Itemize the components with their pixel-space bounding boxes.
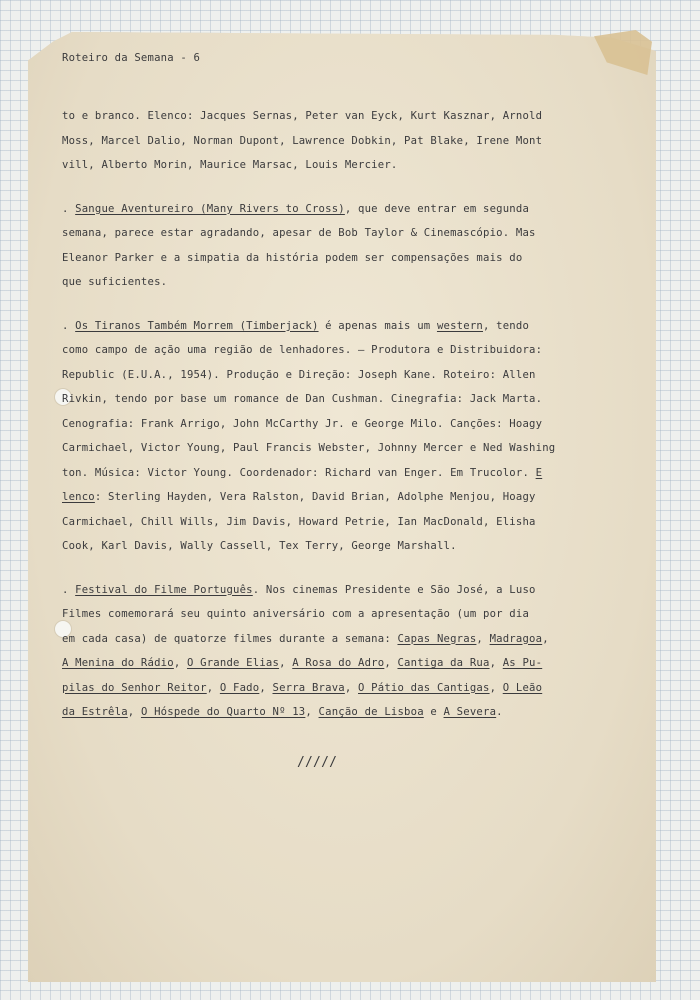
text-segment: to e branco. Elenco: Jacques Sernas, Peter van Eyck, Kurt Kasznar, Arnold xyxy=(62,110,543,122)
text-segment: e xyxy=(423,706,444,718)
underlined-title: O Grande Elias xyxy=(186,657,280,669)
text-segment: Carmichael, Chill Wills, Jim Davis, Howard Petrie, Ian MacDonald, Elisha xyxy=(62,515,536,528)
text-segment: Carmichael, Victor Young, Paul Francis Webster, Johnny Mercer e Ned Washing xyxy=(62,442,556,454)
text-segment: , xyxy=(384,657,398,669)
underlined-title: lenco xyxy=(62,491,95,503)
text-segment: , xyxy=(489,657,503,669)
text-segment: , xyxy=(259,681,273,694)
text-segment: semana, parece estar agradando, apesar de Bob Taylor & Cinemascópio. Mas xyxy=(62,227,536,239)
underlined-title: O Fado xyxy=(219,681,260,694)
text-segment: que suficientes. xyxy=(62,276,168,288)
underlined-title: Capas Negras xyxy=(397,632,477,645)
text-segment: , xyxy=(206,681,220,694)
text-line xyxy=(62,627,642,652)
text-line xyxy=(62,436,642,461)
paragraph xyxy=(62,104,642,178)
text-segment: Eleanor Parker e a simpatia da história podem ser compensações mais do xyxy=(62,251,523,264)
text-segment: . Nos cinemas Presidente e São José, a Luso xyxy=(252,583,536,596)
text-segment: é apenas mais um xyxy=(318,319,437,332)
text-line xyxy=(62,510,642,535)
text-segment: , xyxy=(279,657,293,669)
text-line xyxy=(62,270,642,295)
text-line xyxy=(62,104,642,129)
text-line xyxy=(62,387,642,412)
text-segment: : Sterling Hayden, Vera Ralston, David Brian, Adolphe Menjou, Hoagy xyxy=(94,491,536,503)
text-line xyxy=(62,651,642,676)
underlined-title: Os Tiranos Também Morrem (Timberjack) xyxy=(75,319,319,332)
text-segment: , xyxy=(489,681,503,694)
text-segment: Moss, Marcel Dalio, Norman Dupont, Lawrence Dobkin, Pat Blake, Irene Mont xyxy=(62,134,543,147)
text-line xyxy=(62,461,642,486)
underlined-title: A Severa xyxy=(443,706,497,718)
underlined-title: E xyxy=(535,466,543,479)
underlined-title: da Estrêla xyxy=(62,706,128,718)
text-line xyxy=(62,221,642,246)
text-segment: Rivkin, tendo por base um romance de Dan Cushman. Cinegrafia: Jack Marta. xyxy=(62,393,543,405)
text-segment: Cook, Karl Davis, Wally Cassell, Tex Terry, George Marshall. xyxy=(62,540,457,552)
text-segment: Filmes comemorará seu quinto aniversário com a apresentação (um por dia xyxy=(62,608,530,620)
text-segment: . xyxy=(62,319,76,332)
paragraph xyxy=(62,197,642,295)
text-segment: , xyxy=(127,706,141,718)
text-segment: Republic (E.U.A., 1954). Produção e Direção: Joseph Kane. Roteiro: Allen xyxy=(62,368,536,381)
end-mark: ///// xyxy=(297,754,338,770)
text-segment: , xyxy=(344,681,359,694)
underlined-title: Canção de Lisboa xyxy=(318,706,424,718)
text-segment: . xyxy=(62,202,76,215)
underlined-title: Madragoa xyxy=(489,632,543,645)
underlined-title: western xyxy=(436,319,483,332)
underlined-title: O Leão xyxy=(502,681,543,694)
paragraph xyxy=(62,314,642,559)
text-line xyxy=(62,578,642,603)
text-line xyxy=(62,246,642,271)
text-segment: . xyxy=(62,583,76,596)
text-segment: em cada casa) de quatorze filmes durante a semana: xyxy=(62,632,398,645)
underlined-title: Cantiga da Rua xyxy=(397,657,490,669)
text-segment: como campo de ação uma região de lenhadores. — Produtora e Distribuidora: xyxy=(62,344,543,356)
page-header: Roteiro da Semana - 6 xyxy=(62,52,201,64)
text-segment: vill, Alberto Morin, Maurice Marsac, Louis Mercier. xyxy=(62,159,398,171)
text-line xyxy=(62,314,642,339)
text-segment: , xyxy=(173,657,187,669)
text-segment: , tendo xyxy=(483,319,530,332)
text-line xyxy=(62,534,642,559)
text-line xyxy=(62,363,642,388)
text-line xyxy=(62,153,642,178)
text-segment: . xyxy=(496,706,503,718)
text-line xyxy=(62,412,642,437)
underlined-title: A Rosa do Adro xyxy=(292,657,385,669)
underlined-title: A Menina do Rádio xyxy=(62,657,174,669)
text-line xyxy=(62,129,642,154)
document-body xyxy=(62,104,642,725)
underlined-title: Festival do Filme Português xyxy=(75,583,253,596)
text-segment: , xyxy=(542,632,549,645)
underlined-title: Serra Brava xyxy=(272,681,345,694)
underlined-title: pilas do Senhor Reitor xyxy=(62,681,207,694)
text-line xyxy=(62,602,642,627)
underlined-title: As Pu- xyxy=(502,657,543,669)
text-segment: , xyxy=(476,632,490,645)
text-segment: ton. Música: Victor Young. Coordenador: Richard van Enger. Em Trucolor. xyxy=(62,466,536,479)
paragraph xyxy=(62,578,642,725)
text-line xyxy=(62,676,642,701)
text-line xyxy=(62,485,642,510)
underlined-title: Sangue Aventureiro (Many Rivers to Cross) xyxy=(75,202,345,215)
underlined-title: O Hóspede do Quarto Nº 13 xyxy=(140,706,306,718)
text-segment: Cenografia: Frank Arrigo, John McCarthy Jr. e George Milo. Canções: Hoagy xyxy=(62,417,543,430)
text-segment: , xyxy=(305,706,319,718)
text-line xyxy=(62,338,642,363)
text-segment: , que deve entrar em segunda xyxy=(344,202,530,215)
text-line xyxy=(62,197,642,222)
text-line xyxy=(62,700,642,725)
underlined-title: O Pátio das Cantigas xyxy=(358,681,490,694)
typed-document xyxy=(62,46,642,770)
